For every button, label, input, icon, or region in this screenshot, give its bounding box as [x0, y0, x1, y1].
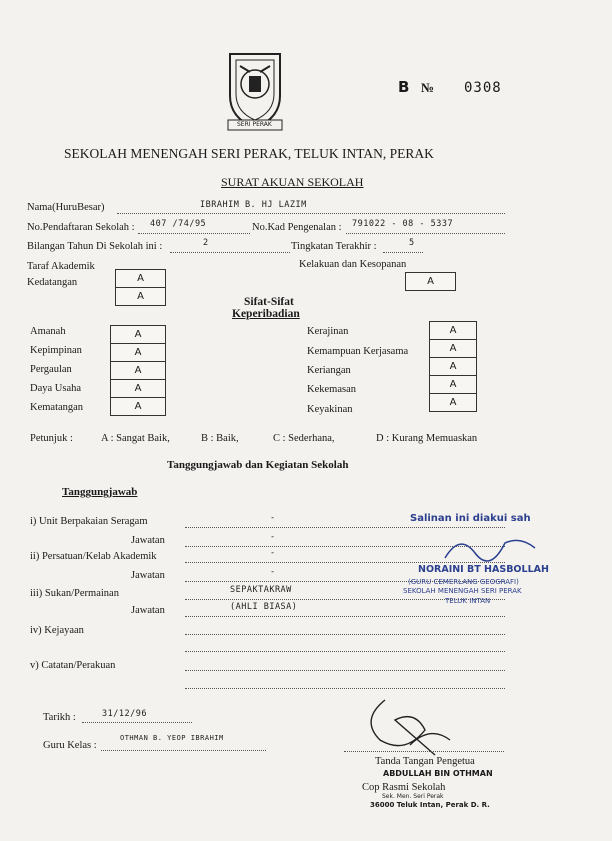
petunjuk-b: B : Baik, [201, 433, 239, 444]
activity-ii-jawatan: - [270, 567, 276, 577]
trait-label: Kematangan [30, 402, 84, 413]
activity-iii-value: SEPAKTAKRAW [230, 585, 292, 595]
trait-label: Kepimpinan [30, 345, 82, 356]
trait-grade: A [110, 325, 166, 344]
trait-grade: A [110, 397, 166, 416]
pendaftaran-label: No.Pendaftaran Sekolah : [27, 222, 135, 233]
activity-i-value: - [270, 513, 276, 523]
petunjuk-d: D : Kurang Memuaskan [376, 433, 478, 444]
tarikh-value: 31/12/96 [102, 709, 147, 719]
stamp-role: (GURU CEMERLANG GEOGRAFI) [408, 578, 519, 586]
cop-sub: Sek. Men. Seri Perak [382, 793, 444, 800]
activity-iv-label: iv) Kejayaan [30, 625, 84, 636]
crest-motto: SERI PERAK [237, 121, 272, 128]
kelakuan-label: Kelakuan dan Kesopanan [299, 259, 407, 270]
principal-name: ABDULLAH BIN OTHMAN [383, 769, 493, 778]
guru-kelas-value: OTHMAN B. YEOP IBRAHIM [120, 734, 224, 742]
activity-i-jawatan: - [270, 532, 276, 542]
trait-label: Kemampuan Kerjasama [307, 346, 409, 357]
trait-grade: A [429, 321, 477, 340]
nama-value: IBRAHIM B. HJ LAZIM [200, 200, 307, 210]
kp-label: No.Kad Pengenalan : [252, 222, 342, 233]
keperibadian-heading: Keperibadian [232, 308, 300, 320]
serial-prefix: B [398, 78, 410, 96]
trait-label: Daya Usaha [30, 383, 82, 394]
petunjuk-c: C : Sederhana, [273, 433, 335, 444]
trait-label: Amanah [30, 326, 66, 337]
activity-ii-value: - [270, 548, 276, 558]
pendaftaran-value: 407 /74/95 [150, 219, 207, 229]
tingkatan-value: 5 [409, 238, 415, 248]
activity-ii-label: ii) Persatuan/Kelab Akademik [30, 551, 157, 562]
jawatan-label: Jawatan [131, 535, 165, 546]
stamp-name: NORAINI BT HASBOLLAH [418, 564, 549, 575]
cop-rasmi-label: Cop Rasmi Sekolah [362, 782, 446, 793]
tanda-tangan-label: Tanda Tangan Pengetua [375, 756, 475, 767]
document-title: SURAT AKUAN SEKOLAH [221, 175, 364, 189]
tarikh-label: Tarikh : [43, 712, 76, 723]
trait-label: Kekemasan [307, 384, 356, 395]
trait-grade: A [110, 379, 166, 398]
trait-grade: A [110, 343, 166, 362]
activity-iii-jawatan: (AHLI BIASA) [230, 602, 298, 612]
tahun-label: Bilangan Tahun Di Sekolah ini : [27, 241, 163, 252]
trait-grade: A [429, 339, 477, 358]
trait-label: Pergaulan [30, 364, 72, 375]
trait-label: Keyakinan [307, 404, 353, 415]
trait-grade: A [110, 361, 166, 380]
kedatangan-label: Kedatangan [27, 277, 78, 288]
section-heading: Tanggungjawab dan Kegiatan Sekolah [167, 459, 349, 471]
sifat-heading: Sifat-Sifat [244, 296, 294, 308]
serial-no-symbol: № [421, 80, 435, 95]
taraf-akademik-label: Taraf Akademik [27, 261, 95, 272]
jawatan-label: Jawatan [131, 605, 165, 616]
stamp-town: TELUK INTAN [445, 597, 491, 605]
trait-label: Keriangan [307, 365, 351, 376]
school-address: 36000 Teluk Intan, Perak D. R. [370, 801, 490, 809]
tingkatan-label: Tingkatan Terakhir : [291, 241, 377, 252]
petunjuk-a: A : Sangat Baik, [101, 433, 170, 444]
kelakuan-grade: A [405, 272, 456, 291]
petunjuk-label: Petunjuk : [30, 433, 73, 444]
kedatangan-grade: A [115, 287, 166, 306]
principal-signature [355, 690, 455, 765]
activity-iii-label: iii) Sukan/Permainan [30, 588, 119, 599]
serial-number: 0308 [464, 80, 502, 96]
tahun-value: 2 [203, 238, 209, 248]
trait-label: Kerajinan [307, 326, 349, 337]
school-title: SEKOLAH MENENGAH SERI PERAK, TELUK INTAN, PERAK [64, 146, 434, 161]
taraf-akademik-grade: A [115, 269, 166, 288]
trait-grade: A [429, 393, 477, 412]
nama-label: Nama(HuruBesar) [27, 202, 105, 213]
stamp-school: SEKOLAH MENENGAH SERI PERAK [403, 587, 522, 595]
trait-grade: A [429, 357, 477, 376]
guru-kelas-label: Guru Kelas : [43, 740, 97, 751]
trait-grade: A [429, 375, 477, 394]
activity-i-label: i) Unit Berpakaian Seragam [30, 516, 148, 527]
kp-value: 791022 - 08 - 5337 [352, 219, 454, 229]
jawatan-label: Jawatan [131, 570, 165, 581]
tanggungjawab-heading: Tanggungjawab [62, 486, 138, 498]
certified-copy-stamp: Salinan ini diakui sah [410, 513, 531, 524]
activity-v-label: v) Catatan/Perakuan [30, 660, 116, 671]
